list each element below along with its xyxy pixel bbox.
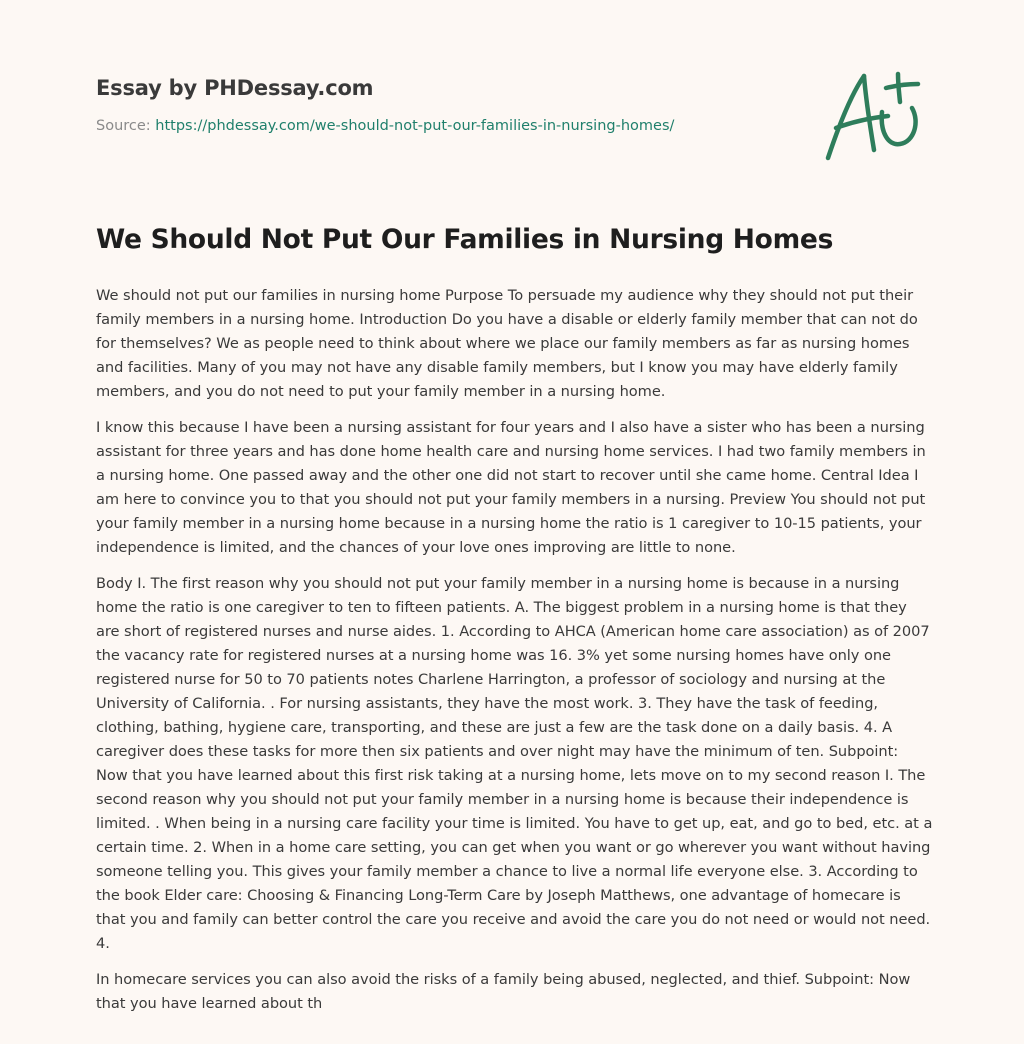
site-title: Essay by PHDessay.com	[96, 76, 374, 100]
essay-title: We Should Not Put Our Families in Nursing Homes	[96, 224, 834, 255]
essay-paragraph: We should not put our families in nursing home Purpose To persuade my audience why they should not put their family members in a nursing home. Introduction Do you have a disable or elderly family member that can not do for themselves? We as people need to think about where we place our family members as far as nursing homes and facilities. Many of you may not have any disable family members, but I know you may have elderly family members, and you do not need to put your family member in a nursing home.	[96, 287, 918, 400]
essay-paragraph: In homecare services you can also avoid the risks of a family being abused, neglected, and thief. Subpoint: Now that you have learned about th	[96, 971, 911, 1012]
source-link[interactable]: https://phdessay.com/we-should-not-put-our-families-in-nursing-homes/	[155, 118, 675, 134]
essay-paragraph: I know this because I have been a nursing assistant for four years and I also have a sister who has been a nursing assistant for three years and has done home health care and nursing home services. I had two family members in a nursing home. One passed away and the other one did not start to recover until she came home. Central Idea I am here to convince you to that you should not put your family members in a nursing. Preview You should not put your family member in a nursing home because in a nursing home the ratio is 1 caregiver to 10-15 patients, your independence is limited, and the chances of your love ones improving are little to none.	[96, 419, 926, 556]
site-header	[96, 76, 796, 134]
a-plus-logo-icon	[820, 66, 930, 166]
essay-body	[96, 284, 934, 1028]
essay-paragraph: Body I. The first reason why you should not put your family member in a nursing home is because in a nursing home the ratio is one caregiver to ten to fifteen patients. A. The biggest problem in a nursing home is that they are short of registered nurses and nurse aides. 1. According to AHCA (American home care association) as of 2007 the vacancy rate for registered nurses at a nursing home was 16. 3% yet some nursing homes have only one registered nurse for 50 to 70 patients notes Charlene Harrington, a professor of sociology and nursing at the University of California. . For nursing assistants, they have the most work. 3. They have the task of feeding, clothing, bathing, hygiene care, transporting, and these are just a few are the task done on a daily basis. 4. A caregiver does these tasks for more then six patients and over night may have the minimum of ten. Subpoint: Now that you have learned about this first risk taking at a nursing home, lets move on to my second reason I. The second reason why you should not put your family member in a nursing home is because their independence is limited. . When being in a nursing care facility your time is limited. You have to get up, eat, and go to bed, etc. at a certain time. 2. When in a home care setting, you can get when you want or go wherever you want without having someone telling you. This gives your family member a chance to live a normal life everyone else. 3. According to the book Elder care: Choosing & Financing Long-Term Care by Joseph Matthews, one advantage of homecare is that you and family can better control the care you receive and avoid the care you do not need or would not need. 4.	[96, 575, 933, 952]
source-label: Source:	[96, 118, 151, 134]
source-line	[96, 118, 796, 134]
